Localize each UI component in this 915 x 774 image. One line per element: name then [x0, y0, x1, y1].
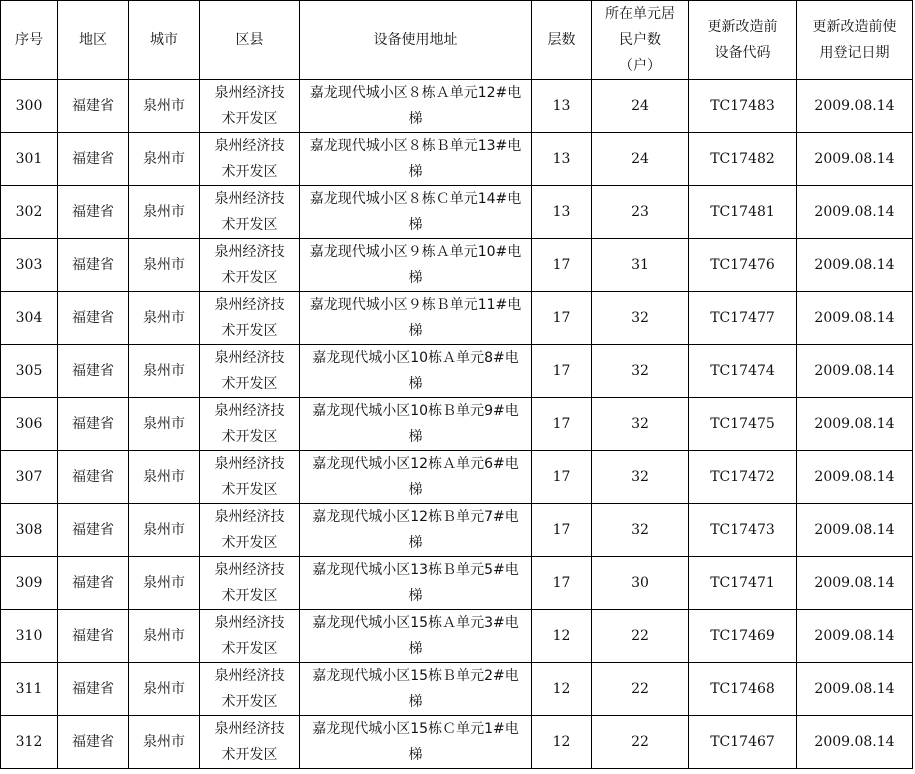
cell-floors: 13 — [532, 133, 592, 186]
cell-floors: 17 — [532, 345, 592, 398]
cell-address: 嘉龙现代城小区15栋Ｂ单元2#电梯 — [300, 663, 532, 716]
table-body — [1, 80, 913, 769]
cell-date: 2009.08.14 — [797, 398, 913, 451]
cell-address: 嘉龙现代城小区８栋Ｃ单元14#电梯 — [300, 186, 532, 239]
cell-date: 2009.08.14 — [797, 557, 913, 610]
cell-date: 2009.08.14 — [797, 716, 913, 769]
cell-region: 福建省 — [58, 239, 129, 292]
cell-date: 2009.08.14 — [797, 80, 913, 133]
cell-date: 2009.08.14 — [797, 610, 913, 663]
cell-floors: 17 — [532, 398, 592, 451]
cell-district: 泉州经济技术开发区 — [200, 186, 300, 239]
cell-address: 嘉龙现代城小区12栋Ａ单元6#电梯 — [300, 451, 532, 504]
header-households: 所在单元居民户数（户） — [592, 1, 689, 80]
cell-date: 2009.08.14 — [797, 133, 913, 186]
header-date: 更新改造前使用登记日期 — [797, 1, 913, 80]
table-row — [1, 716, 913, 769]
cell-floors: 13 — [532, 80, 592, 133]
cell-code: TC17482 — [689, 133, 797, 186]
cell-address: 嘉龙现代城小区13栋Ｂ单元5#电梯 — [300, 557, 532, 610]
cell-code: TC17471 — [689, 557, 797, 610]
cell-district: 泉州经济技术开发区 — [200, 80, 300, 133]
cell-address: 嘉龙现代城小区９栋Ｂ单元11#电梯 — [300, 292, 532, 345]
cell-district: 泉州经济技术开发区 — [200, 504, 300, 557]
cell-households: 32 — [592, 345, 689, 398]
cell-city: 泉州市 — [129, 239, 200, 292]
cell-city: 泉州市 — [129, 451, 200, 504]
cell-no: 312 — [1, 716, 58, 769]
cell-region: 福建省 — [58, 133, 129, 186]
cell-households: 32 — [592, 398, 689, 451]
cell-households: 32 — [592, 451, 689, 504]
cell-no: 301 — [1, 133, 58, 186]
cell-address: 嘉龙现代城小区12栋Ｂ单元7#电梯 — [300, 504, 532, 557]
cell-code: TC17475 — [689, 398, 797, 451]
cell-households: 24 — [592, 80, 689, 133]
cell-address: 嘉龙现代城小区８栋Ａ单元12#电梯 — [300, 80, 532, 133]
cell-city: 泉州市 — [129, 504, 200, 557]
header-region: 地区 — [58, 1, 129, 80]
cell-city: 泉州市 — [129, 557, 200, 610]
cell-code: TC17473 — [689, 504, 797, 557]
cell-code: TC17476 — [689, 239, 797, 292]
cell-city: 泉州市 — [129, 292, 200, 345]
cell-date: 2009.08.14 — [797, 292, 913, 345]
cell-address: 嘉龙现代城小区15栋Ｃ单元1#电梯 — [300, 716, 532, 769]
header-floors: 层数 — [532, 1, 592, 80]
cell-region: 福建省 — [58, 716, 129, 769]
cell-no: 302 — [1, 186, 58, 239]
cell-no: 307 — [1, 451, 58, 504]
table-row — [1, 292, 913, 345]
cell-district: 泉州经济技术开发区 — [200, 398, 300, 451]
cell-households: 24 — [592, 133, 689, 186]
header-district: 区县 — [200, 1, 300, 80]
cell-date: 2009.08.14 — [797, 239, 913, 292]
cell-no: 309 — [1, 557, 58, 610]
header-code: 更新改造前设备代码 — [689, 1, 797, 80]
cell-floors: 12 — [532, 663, 592, 716]
cell-code: TC17474 — [689, 345, 797, 398]
table-row — [1, 239, 913, 292]
cell-region: 福建省 — [58, 663, 129, 716]
cell-city: 泉州市 — [129, 80, 200, 133]
table-header — [1, 1, 913, 80]
cell-district: 泉州经济技术开发区 — [200, 557, 300, 610]
cell-address: 嘉龙现代城小区15栋Ａ单元3#电梯 — [300, 610, 532, 663]
header-row — [1, 1, 913, 80]
cell-city: 泉州市 — [129, 610, 200, 663]
cell-floors: 12 — [532, 610, 592, 663]
cell-households: 23 — [592, 186, 689, 239]
table-row — [1, 186, 913, 239]
cell-city: 泉州市 — [129, 398, 200, 451]
cell-date: 2009.08.14 — [797, 451, 913, 504]
cell-city: 泉州市 — [129, 345, 200, 398]
table-row — [1, 504, 913, 557]
cell-no: 305 — [1, 345, 58, 398]
header-address: 设备使用地址 — [300, 1, 532, 80]
table-row — [1, 663, 913, 716]
cell-date: 2009.08.14 — [797, 186, 913, 239]
cell-address: 嘉龙现代城小区９栋Ａ单元10#电梯 — [300, 239, 532, 292]
cell-households: 22 — [592, 663, 689, 716]
cell-region: 福建省 — [58, 504, 129, 557]
cell-region: 福建省 — [58, 610, 129, 663]
cell-floors: 17 — [532, 292, 592, 345]
cell-region: 福建省 — [58, 80, 129, 133]
cell-city: 泉州市 — [129, 186, 200, 239]
cell-floors: 17 — [532, 451, 592, 504]
cell-region: 福建省 — [58, 186, 129, 239]
table-row — [1, 398, 913, 451]
cell-no: 310 — [1, 610, 58, 663]
cell-district: 泉州经济技术开发区 — [200, 716, 300, 769]
cell-region: 福建省 — [58, 451, 129, 504]
cell-households: 30 — [592, 557, 689, 610]
cell-code: TC17469 — [689, 610, 797, 663]
cell-households: 31 — [592, 239, 689, 292]
cell-city: 泉州市 — [129, 663, 200, 716]
cell-code: TC17472 — [689, 451, 797, 504]
cell-code: TC17468 — [689, 663, 797, 716]
cell-region: 福建省 — [58, 557, 129, 610]
cell-address: 嘉龙现代城小区10栋Ｂ单元9#电梯 — [300, 398, 532, 451]
table-row — [1, 345, 913, 398]
table-row — [1, 557, 913, 610]
header-no: 序号 — [1, 1, 58, 80]
cell-city: 泉州市 — [129, 716, 200, 769]
cell-city: 泉州市 — [129, 133, 200, 186]
table-row — [1, 80, 913, 133]
cell-households: 32 — [592, 504, 689, 557]
cell-date: 2009.08.14 — [797, 504, 913, 557]
table-row — [1, 451, 913, 504]
cell-households: 22 — [592, 610, 689, 663]
table-row — [1, 610, 913, 663]
cell-code: TC17481 — [689, 186, 797, 239]
cell-floors: 17 — [532, 557, 592, 610]
cell-date: 2009.08.14 — [797, 663, 913, 716]
cell-district: 泉州经济技术开发区 — [200, 610, 300, 663]
cell-code: TC17483 — [689, 80, 797, 133]
header-city: 城市 — [129, 1, 200, 80]
cell-households: 32 — [592, 292, 689, 345]
cell-date: 2009.08.14 — [797, 345, 913, 398]
table-row — [1, 133, 913, 186]
cell-floors: 17 — [532, 504, 592, 557]
cell-district: 泉州经济技术开发区 — [200, 292, 300, 345]
cell-no: 306 — [1, 398, 58, 451]
cell-district: 泉州经济技术开发区 — [200, 345, 300, 398]
cell-floors: 17 — [532, 239, 592, 292]
cell-district: 泉州经济技术开发区 — [200, 663, 300, 716]
cell-floors: 13 — [532, 186, 592, 239]
cell-region: 福建省 — [58, 345, 129, 398]
cell-district: 泉州经济技术开发区 — [200, 451, 300, 504]
cell-region: 福建省 — [58, 398, 129, 451]
cell-floors: 12 — [532, 716, 592, 769]
cell-district: 泉州经济技术开发区 — [200, 239, 300, 292]
cell-no: 300 — [1, 80, 58, 133]
cell-code: TC17477 — [689, 292, 797, 345]
cell-district: 泉州经济技术开发区 — [200, 133, 300, 186]
cell-no: 304 — [1, 292, 58, 345]
cell-address: 嘉龙现代城小区10栋Ａ单元8#电梯 — [300, 345, 532, 398]
cell-code: TC17467 — [689, 716, 797, 769]
cell-region: 福建省 — [58, 292, 129, 345]
cell-no: 303 — [1, 239, 58, 292]
cell-address: 嘉龙现代城小区８栋Ｂ单元13#电梯 — [300, 133, 532, 186]
cell-no: 311 — [1, 663, 58, 716]
cell-no: 308 — [1, 504, 58, 557]
cell-households: 22 — [592, 716, 689, 769]
